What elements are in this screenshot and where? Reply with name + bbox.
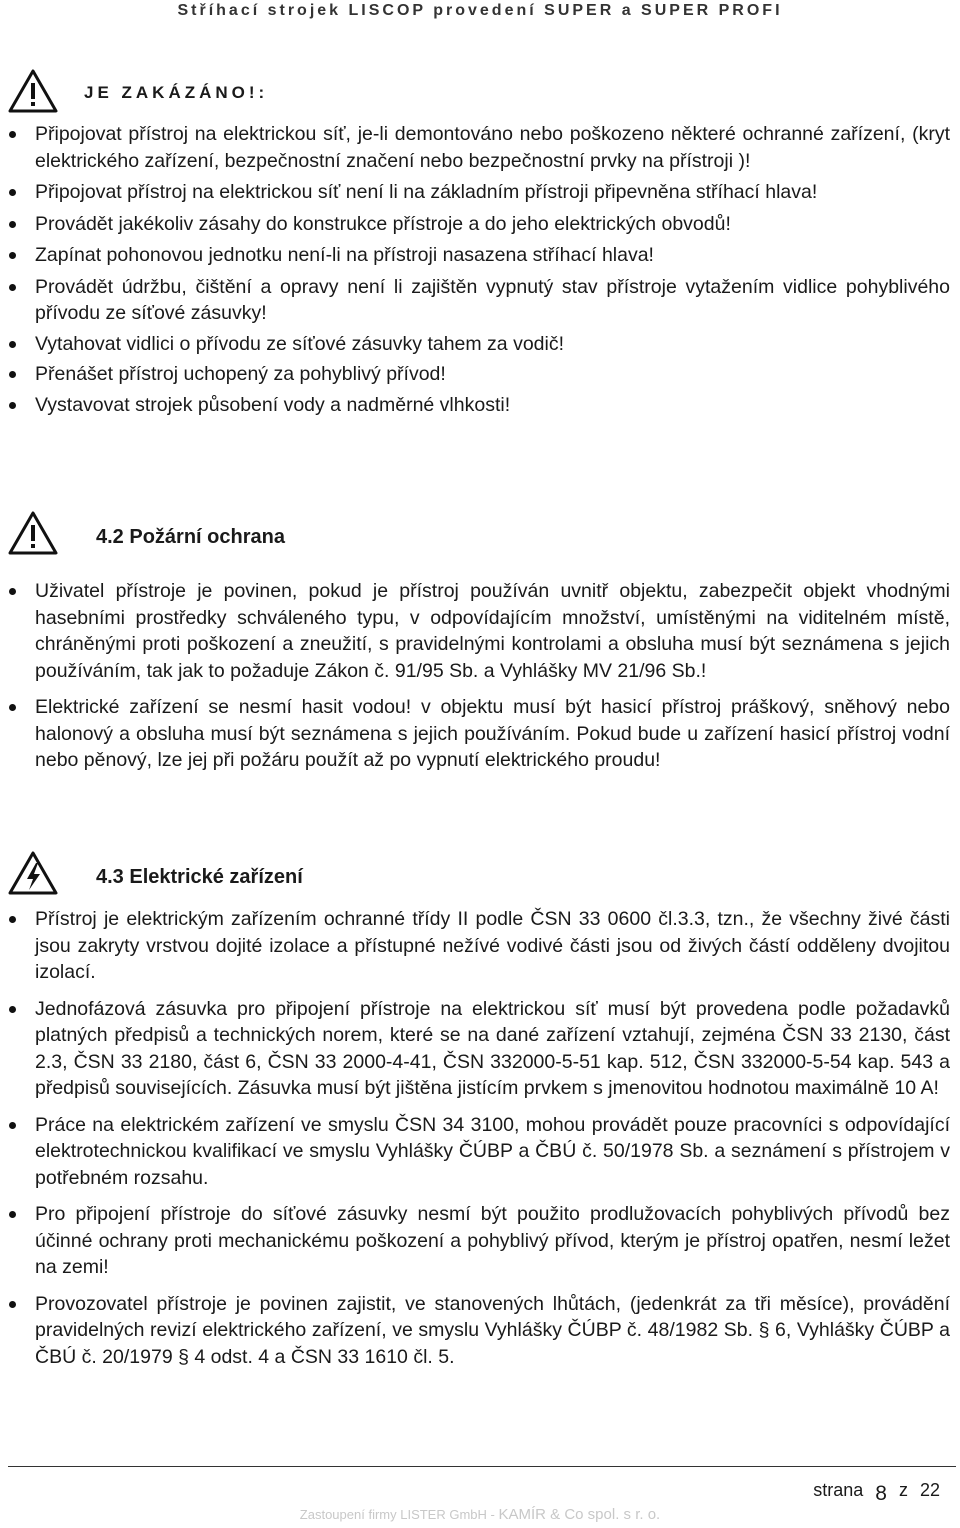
warning-triangle-icon (8, 68, 58, 114)
footer-divider (8, 1466, 956, 1467)
prohibited-list (0, 121, 960, 422)
list-item: Přenášet přístroj uchopený za pohyblivý přívod! (0, 361, 960, 388)
high-voltage-triangle-icon (8, 850, 58, 896)
warning-triangle-icon (8, 510, 58, 556)
page-current: 8 (875, 1482, 887, 1505)
fire-heading-row (8, 510, 285, 556)
electric-section-title: 4.3 Elektrické zařízení (96, 865, 303, 888)
company-brand: KAMÍR & Co spol. s r. o. (498, 1506, 661, 1523)
document-header (0, 0, 960, 30)
document-title: Stříhací strojek LISCOP provedení SUPER a SUPER PROFI (177, 2, 783, 19)
list-item: Připojovat přístroj na elektrickou síť není li na základním přístroji připevněna stříhací hlava! (0, 179, 960, 206)
fire-list (0, 578, 960, 784)
list-item: Přístroj je elektrickým zařízením ochranné třídy II podle ČSN 33 0600 čl.3.3, tzn., že všechny živé části jsou zakryty vrstvou dojité izolace a přístupné nežívé vodivé části jsou od živých částí odděleny dvojitou izolací. (0, 906, 960, 986)
electric-list (0, 906, 960, 1380)
footer-company (0, 1506, 960, 1523)
list-item: Pro připojení přístroje do síťové zásuvky nesmí být použito prodlužovacích pohyblivých přívodů bez účinné ochrany proti mechanickému poškození a pohyblivý přívod, kterým je přístroj opatřen, nesmí ležet na zemi! (0, 1201, 960, 1281)
company-text: Zastoupení firmy LISTER GmbH - (299, 1507, 495, 1522)
list-item: Provádět jakékoliv zásahy do konstrukce přístroje a do jeho elektrických obvodů! (0, 211, 960, 238)
list-item: Provozovatel přístroje je povinen zajistit, ve stanovených lhůtách, (jedenkrát za tři měsíce), provádění pravidelných revizí elektrického zařízení, ve smyslu Vyhlášky ČÚBP č. 48/1982 Sb. § 6, Vyhlášky ČÚBP a ČBÚ č. 20/1979 § 4 odst. 4 a ČSN 33 1610 čl. 5. (0, 1291, 960, 1371)
fire-section-title: 4.2 Požární ochrana (96, 525, 285, 548)
list-item: Jednofázová zásuvka pro připojení přístroje na elektrickou síť musí být provedena podle požadavků platných předpisů a technických norem, které se na dané zařízení vztahují, zejména ČSN 33 2130, část 2.3, ČSN 33 2180, část 6, ČSN 33 2000-4-41, ČSN 332000-5-51 kap. 512, ČSN 332000-5-54 kap. 543 a předpisů souvisejících. Zásuvka musí být jištěna jistícím prvkem s jmenovitou hodnotou maximálně 10 A! (0, 996, 960, 1102)
prohibited-title: JE ZAKÁZÁNO!: (84, 83, 269, 102)
page-label: strana (813, 1480, 864, 1500)
list-item: Zapínat pohonovou jednotku není-li na přístroji nasazena stříhací hlava! (0, 242, 960, 269)
page-number (813, 1478, 940, 1505)
electric-heading-row (8, 850, 303, 896)
list-item: Elektrické zařízení se nesmí hasit vodou! v objektu musí být hasicí přístroj práškový, sněhový nebo halonový a obsluha musí být seznámena s jejich používáním. Pokud bude u zařízení hasicí přístroj vodní nebo pěnový, lze jej při požáru použít až po vypnutí elektrického proudu! (0, 694, 960, 774)
list-item: Vystavovat strojek působení vody a nadměrné vlhkosti! (0, 392, 960, 419)
list-item: Práce na elektrickém zařízení ve smyslu ČSN 34 3100, mohou provádět pouze pracovníci s odpovídající elektrotechnickou kvalifikací ve smyslu Vyhlášky ČÚBP a ČBÚ č. 50/1978 Sb. a seznámení s přístrojem v potřebném rozsahu. (0, 1112, 960, 1192)
prohibited-heading-row (8, 68, 268, 114)
list-item: Připojovat přístroj na elektrickou síť, je-li demontováno nebo poškozeno některé ochranné zařízení, (kryt elektrického zařízení, bezpečnostní značení nebo bezpečnostní prvky na přístroji )! (0, 121, 960, 174)
page-of-label: z (898, 1480, 908, 1500)
list-item: Vytahovat vidlici o přívodu ze síťové zásuvky tahem za vodič! (0, 331, 960, 358)
page-total: 22 (919, 1480, 940, 1500)
list-item: Provádět údržbu, čištění a opravy není li zajištěn vypnutý stav přístroje vytažením vidlice pohyblivého přívodu ze síťové zásuvky! (0, 274, 960, 327)
list-item: Uživatel přístroje je povinen, pokud je přístroj používán uvnitř objektu, zabezpečit objekt vhodnými hasebními prostředky schváleného typu, v odpovídajícím množství, umístěnými na viditelném místě, chráněnými proti poškození a zneužití, s pravidelnými kontrolami a obsluha musí být seznámena s jejich používáním, tak jak to požaduje Zákon č. 91/95 Sb. a Vyhlášky MV 21/96 Sb.! (0, 578, 960, 684)
